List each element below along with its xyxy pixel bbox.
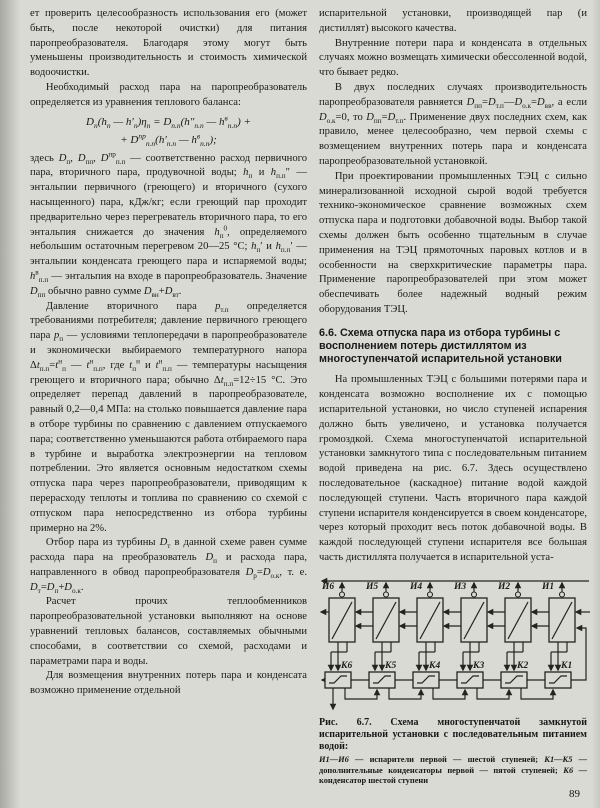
paragraph: Внутренние потери пара и конденсата в отдельных случаях можно возмещать химически обессоленной водой, что бывает редко. <box>319 37 587 79</box>
evaporator-label: И3 <box>454 581 467 592</box>
evaporator-label: И2 <box>498 581 511 592</box>
condenser-label: К2 <box>517 660 529 671</box>
evaporator-label: И1 <box>542 581 555 592</box>
figure-6-7-diagram <box>319 572 591 714</box>
page-number: 89 <box>569 788 580 800</box>
paragraph: Необходимый расход пара на паропреобразователь определяется из уравнения теплового баланса: <box>30 81 307 108</box>
condenser-label: К1 <box>561 660 573 671</box>
paragraph: При проектировании промышленных ТЭЦ с сильно минерализованной исходной сырой водой требуется технико-экономическое сравнение возможных схем отпуска пара и подготовки добавочной воды. Выбор такой схемы должен быть особенно тщательным в случае применения на ТЭЦ прямоточных паровых котлов и в особенности на сверхкритические параметры пара. Применение паропреобразователей при этом может обеспечивать более надежный водный режим оборудования ТЭЦ. <box>319 170 587 315</box>
condenser-label: К3 <box>473 660 485 671</box>
evaporator-label: И6 <box>322 581 335 592</box>
right-column <box>319 7 587 786</box>
paragraph: На промышленных ТЭЦ с большими потерями пара и конденсата возможно восполнение их с помощью испарительной установки, но число ступеней испарения должно быть увеличено, и установка получается громоздкой. Схема многоступенчатой испарительной установки замкнутого типа с последовательным питанием водой приведена на рис. 6.7. Здесь осуществлено последовательное (каскадное) питание водой каждой последующей ступени. Часть вторичного пара каждой ступени испарителя конденсируется в своем конденсаторе, через который проходит весь поток добавочной воды. В каждой последующей ступени испарителя все большая часть дистиллята получается в испарительной уста- <box>319 374 587 563</box>
heat-balance-formula-line2: + $D^{пр}_{п.п}(h'_{п.п}$ — $h^в_{п.п}$); <box>120 130 217 148</box>
section-heading-6-6: 6.6. Схема отпуска пара из отбора турбины с восполнением потерь дистиллятом из многоступенчатой испарительной установки <box>319 326 562 366</box>
paragraph: здесь $D_п$, $D_{пп}$, $D^{пр}_{п.п}$ — соответственно расход первичного пара, вторичного пара, продувочной воды; $h_п$ и $h_{п.п}''$ — энтальпии первичного (греющего) и вторичного (сухого насыщенного) пара, кДж/кг; если греющий пар проходит предварительно через перегреватель вторичного пара, то его энтальпия снижается до значения $h_п^0$, определяемого небольшим остаточным перегревом 20—25 °С; $h_п'$ и $h_{п.п}'$ — энтальпии конденсата греющего пара и испаряемой воды; $h^в_{п.п}$ — энтальпия на входе в паропреобразователь. Значение $D_{пп}$ обычно равно сумме $D_{вн}+D_{вт}$. <box>30 150 308 299</box>
paragraph: ет проверить целесообразность использования его (может быть, после некоторой очистки) для питания паропреобразователя. Благодаря этому могут быть уменьшены производительность и стоимость химической водоочистки. <box>30 8 307 79</box>
paragraph: Отбор пара из турбины $D_т$ в данной схеме равен сумме расхода пара на преобразователь $D_п$ и расхода пара, направленного в обвод паропреобразователя $D_р=D_{о.к}$, т. е. $D_т=D_п+D_{о.к}$. <box>30 537 307 595</box>
paragraph: Расчет прочих теплообменников паропреобразовательной установки выполняют на основе уравнений тепловых балансов, составляемых обычными способами, в соответствии со схемой, расходами и параметрами пара и воды. <box>30 596 307 667</box>
condenser-label: К6 <box>341 660 353 671</box>
condenser-label: К5 <box>385 660 397 671</box>
evaporator-label: И4 <box>410 581 423 592</box>
paragraph: Давление вторичного пара $p_{т.п}$ определяется требованиями потребителя; давление первичного греющего пара $p_п$ — условиями теплопередачи в паропреобразователе и экономически выбираемого температурного напора $\Delta t_{п.п}=t^н_п$ — $t^н_{п.п}$, где $t_п^н$ и $t^н_{п.п}$ — температуры насыщения греющего и вторичного пара; обычно $\Delta t_{п.п}=12\div 15$ °С. Это определяет перепад давлений в паропреобразователе, равный 0,2—0,4 МПа: на столько повышается давление пара в отборе турбины по сравнению с давлением отпускаемого пара; соответственно уменьшаются работа отбираемого пара в турбине и выработка электроэнергии на тепловом потреблении. Это является основным недостатком схемы отпуска пара через паропреобразователи, приводящим к перерасходу теплоты и топлива по сравнению со схемой с отпуском пара непосредственно из отбора турбины примерно на 2%. <box>30 300 308 534</box>
condenser-label: К4 <box>429 660 441 671</box>
paragraph: Для возмещения внутренних потерь пара и конденсата возможно применение отдельной <box>30 670 307 697</box>
heat-balance-formula-line1: $D_п(h_п$ — $h'_п)\eta_п = D_{п.п}(h''_{п.п}$ — $h^в_{п.п}$) + <box>86 112 251 130</box>
figure-6-7 <box>319 572 587 786</box>
paragraph: В двух последних случаях производительность паропреобразователя равняется $D_{пп}=D_{т.п}—D_{о.к}=D_{вв}$, а если $D_{о.к}=0$, то $D_{пп}=D_{т.п}$. Применение двух последних схем, как правило, менее целесообразно, чем первой схемы с возмещением внутренних потерь пара и конденсата паропреобразовательной установкой. <box>319 81 587 167</box>
figure-legend: И1—И6 — испарители первой — шестой ступеней; К1—К5 — дополнительные конденсаторы первой — пятой ступеней; К6 — конденсатор шестой ступени <box>319 755 588 785</box>
paragraph: испарительной установки, производящей пар (и дистиллят) высокого качества. <box>319 8 587 34</box>
figure-caption: Рис. 6.7. Схема многоступенчатой замкнутой испарительной установки с последовательным питанием водой: <box>319 716 587 753</box>
left-column <box>30 7 307 699</box>
evaporator-label: И5 <box>366 581 379 592</box>
